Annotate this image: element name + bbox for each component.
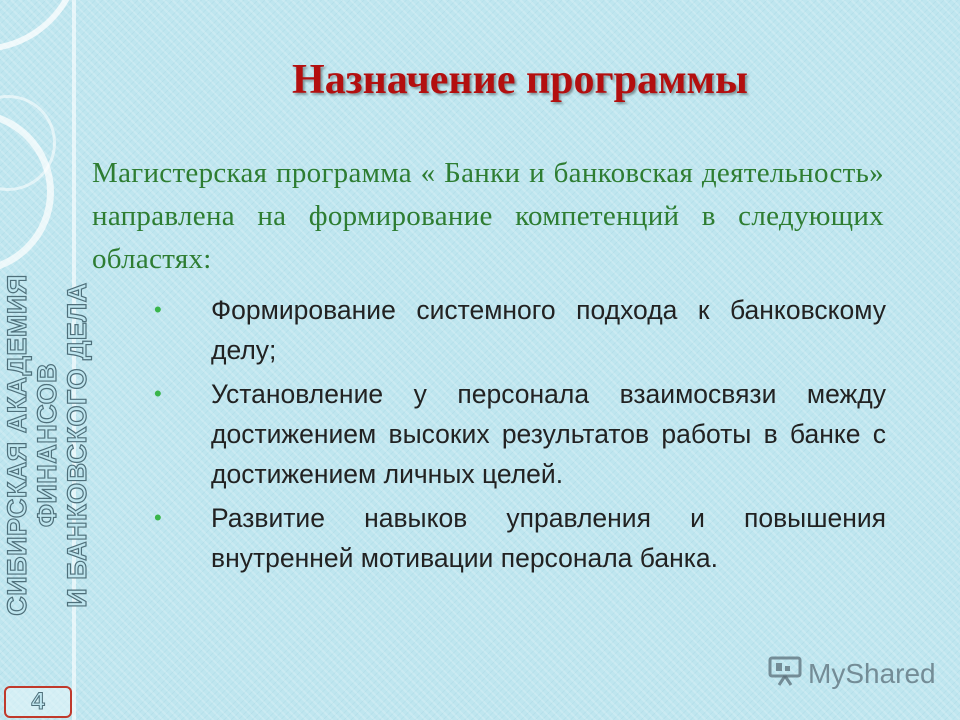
intro-paragraph: Магистерская программа « Банки и банковская деятельность» направлена на формирование компетенций в следующих областях: xyxy=(92,157,884,275)
institution-name-line1: СИБИРСКАЯ АКАДЕМИЯ ФИНАНСОВ xyxy=(2,274,62,616)
bullet-list xyxy=(150,290,886,582)
institution-name-line2: И БАНКОВСКОГО ДЕЛА xyxy=(62,282,92,608)
bullet-item xyxy=(150,374,886,494)
slide-title: Назначение программы xyxy=(292,57,748,103)
bullet-marker-icon: • xyxy=(154,505,162,530)
page-number-badge: 4 xyxy=(4,686,72,718)
bullet-text: Развитие навыков управления и повышения внутренней мотивации персонала банка. xyxy=(211,503,886,573)
presentation-board-icon xyxy=(768,656,802,693)
bullet-text: Формирование системного подхода к банковскому делу; xyxy=(211,295,886,365)
watermark-text: MyShared xyxy=(808,658,936,689)
bullet-text: Установление у персонала взаимосвязи между достижением высоких результатов работы в банке с достижением личных целей. xyxy=(211,379,886,489)
institution-name-vertical xyxy=(2,220,92,670)
bullet-item xyxy=(150,290,886,370)
bullet-item xyxy=(150,498,886,578)
mysared-watermark xyxy=(768,656,936,692)
decorative-arc xyxy=(0,0,82,52)
bullet-marker-icon: • xyxy=(154,381,162,406)
bullet-marker-icon: • xyxy=(154,297,162,322)
